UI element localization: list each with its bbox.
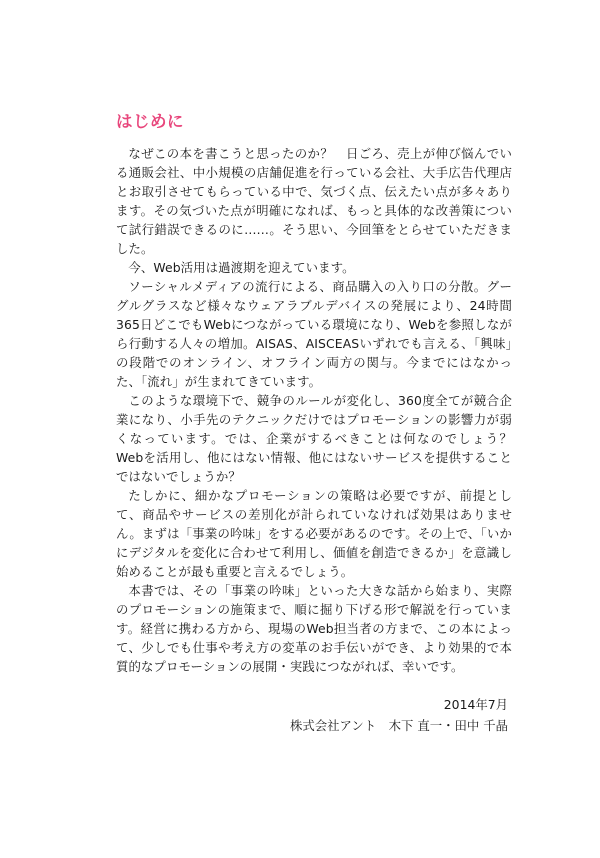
preface-signature <box>290 694 508 736</box>
author-line: 株式会社アント 木下 直一・田中 千晶 <box>289 718 508 733</box>
paragraph-3: ソーシャルメディアの流行による、商品購入の入り口の分散。グーグルグラスなど様々なウェアラブルデバイスの発展により、24時間365日どこでもWebにつながっている環境になり、Webを参照しながら行動する人々の増加。AISAS、AISCEASいずれでも言える、「興味」の段階でのオンライン、オフライン両方の関与。今までにはなかった、「流れ」が生まれてきています。 <box>116 279 512 389</box>
paragraph-4: このような環境下で、競争のルールが変化し、360度全てが競合企業になり、小手先のテクニックだけではプロモーションの影響力が弱くなっています。では、企業がするべきことは何なのでしょう？ Webを活用し、他にはない情報、他にはないサービスを提供することではないでしょうか？ <box>116 393 525 484</box>
preface-heading: はじめに <box>116 112 184 131</box>
paragraph-1: なぜこの本を書こうと思ったのか？ 日ごろ、売上が伸び悩んでいる通販会社、中小規模の店舗促進を行っている会社、大手広告代理店とお取引させてもらっている中で、気づく点、伝えたい点が多々あります。その気づいた点が明確になれば、もっと具体的な改善策について試行錯誤できるのに……。そう思い、今回筆をとらせていただきました。 <box>116 146 512 256</box>
paragraph-6: 本書では、その「事業の吟味」といった大きな話から始まり、実際のプロモーションの施策まで、順に掘り下げる形で解説を行っています。経営に携わる方から、現場のWeb担当者の方まで、この本によって、少しでも仕事や考え方の変革のお手伝いができ、より効果的で本質的なプロモーションの展開・実践につながれば、幸いです。 <box>116 583 512 674</box>
paragraph-2: 今、Web活用は過渡期を迎えています。 <box>128 260 355 275</box>
paragraph-5: たしかに、細かなプロモーションの策略は必要ですが、前提として、商品やサービスの差別化が計られていなければ効果はありません。まずは「事業の吟味」をする必要があるのです。その上で、「いかにデジタルを変化に合わせて利用し、価値を創造できるか」を意識し始めることが最も重要と言えるでしょう。 <box>116 488 512 579</box>
preface-body <box>116 144 525 676</box>
preface-page <box>116 110 525 676</box>
date-line: 2014年7月 <box>443 697 508 712</box>
